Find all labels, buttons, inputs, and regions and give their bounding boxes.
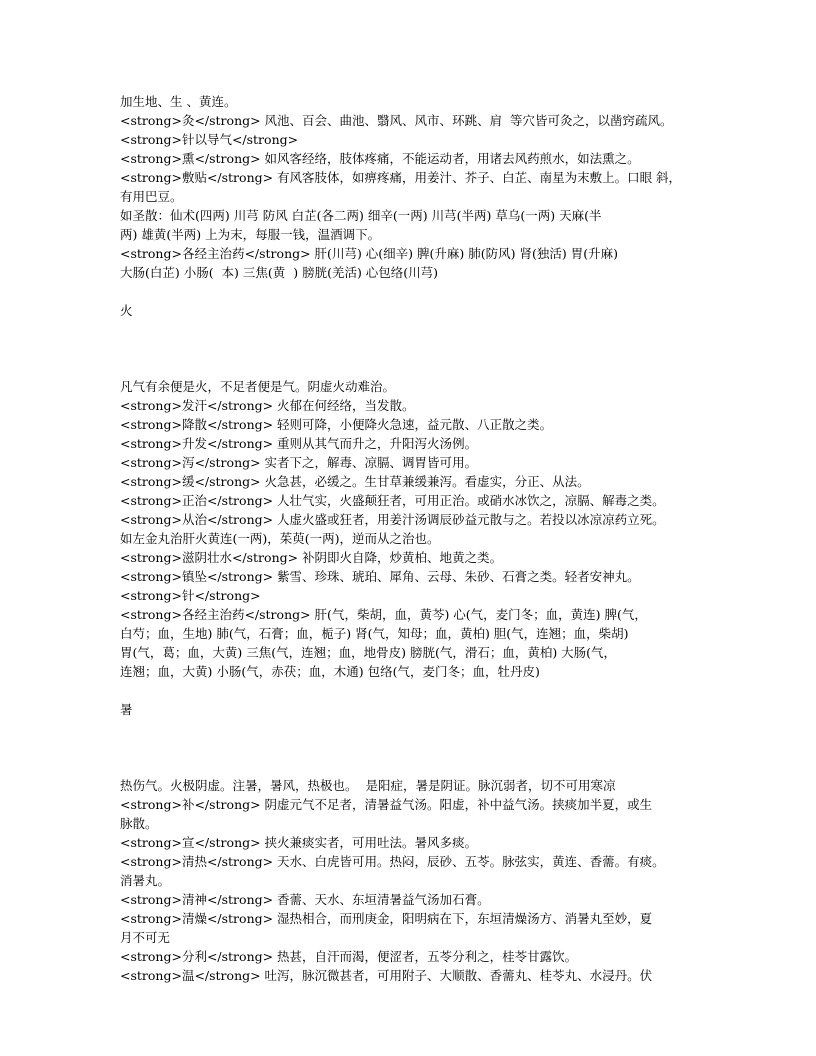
text-line: <strong>升发</strong> 重则从其气而升之，升阳泻火汤例。 [120,436,478,451]
text-line: 白芍；血，生地) 肺(气，石膏；血，栀子) 肾(气，知母；血，黄柏) 胆(气，连翘；血，柴胡) [120,626,629,641]
text-line: 消暑丸。 [120,873,171,888]
text-line: 两) 雄黄(半两) 上为末，每服一钱，温酒调下。 [120,227,381,242]
text-line: 脉散。 [120,816,158,831]
text-line: <strong>敷贴</strong> 有风客肢体，如痹疼痛，用姜汁、芥子、白芷、南星为末敷上。口眼 斜， [120,170,682,185]
text-line: <strong>从治</strong> 人虚火盛或狂者，用姜汁汤调辰砂益元散与之。若投以冰凉凉药立死。 [120,512,665,527]
text-line: 加生地、生 、黄连。 [120,94,237,109]
text-line: <strong>滋阴壮水</strong> 补阴即火自降，炒黄柏、地黄之类。 [120,550,503,565]
text-line: 如左金丸治肝火黄连(一两)，茱萸(一两)，逆而从之治也。 [120,531,440,546]
text-line: <strong>缓</strong> 火急甚，必缓之。生甘草兼缓兼泻。看虚实，分正、从法。 [120,474,590,489]
text-line: 有用巴豆。 [120,189,183,204]
text-line: <strong>补</strong> 阴虚元气不足者，清暑益气汤。阳虚，补中益气汤。挟痰加半夏，或生 [120,797,653,812]
text-line: <strong>清热</strong> 天水、白虎皆可用。热闷，辰砂、五苓。脉弦实，黄连、香薷。有痰。 [120,854,665,869]
text-line: <strong>清燥</strong> 湿热相合，而刑庚金，阳明病在下，东垣清燥汤方、消暑丸至妙，夏 [120,911,653,926]
text-line: <strong>清神</strong> 香薷、天水、东垣清暑益气汤加石膏。 [120,892,490,907]
text-line: 凡气有余便是火，不足者便是气。阴虚火动难治。 [120,379,396,394]
section-summer-heat [120,776,700,985]
section-heading-summer-heat: 暑 [120,702,133,717]
text-line: <strong>针以导气</strong> [120,132,299,147]
text-line: <strong>各经主治药</strong> 肝(气，柴胡，血，黄芩) 心(气，麦门冬；血，黄连) 脾(气， [120,607,647,622]
text-line: 热伤气。火极阴虚。注暑，暑风，热极也。 是阳症，暑是阴证。脉沉弱者，切不可用寒凉 [120,778,616,793]
text-line: 胃(气，葛；血，大黄) 三焦(气，连翘；血，地骨皮) 膀胱(气，滑石；血，黄柏) 大肠(气， [120,645,617,660]
text-line: <strong>正治</strong> 人壮气实，火盛颠狂者，可用正治。或硝水冰饮之，凉膈、解毒之类。 [120,493,665,508]
text-line: <strong>熏</strong> 如风客经络，肢体疼痛，不能运动者，用诸去风药煎水，如法熏之。 [120,151,640,166]
text-line: <strong>温</strong> 吐泻，脉沉微甚者，可用附子、大顺散、香薷丸、桂苓丸、水浸丹。伏 [120,968,653,983]
document-page [120,92,700,985]
text-line: <strong>分利</strong> 热甚，自汗而渴，便涩者，五苓分利之，桂苓甘露饮。 [120,949,578,964]
text-line: <strong>降散</strong> 轻则可降，小便降火急速，益元散、八正散之类。 [120,417,553,432]
text-line: <strong>灸</strong> 风池、百会、曲池、翳风、风市、环跳、肩 等穴皆可灸之，以凿窍疏风。 [120,113,673,128]
text-line: <strong>泻</strong> 实者下之，解毒、凉膈、调胃皆可用。 [120,455,478,470]
text-line: <strong>宣</strong> 挟火兼痰实者，可用吐法。暑风多痰。 [120,835,478,850]
text-line: <strong>发汗</strong> 火郁在何经络，当发散。 [120,398,415,413]
text-line: 月不可无 [120,930,171,945]
text-line: <strong>各经主治药</strong> 肝(川芎) 心(细辛) 脾(升麻) 肺(防风) 肾(独活) 胃(升麻) [120,246,618,261]
section-fire [120,377,700,681]
text-line: <strong>镇坠</strong> 紫雪、珍珠、琥珀、犀角、云母、朱砂、石膏之类。轻者安神丸。 [120,569,640,584]
text-line: 大肠(白芷) 小肠( 本) 三焦(黄 ) 膀胱(羌活) 心包络(川芎) [120,265,439,280]
text-line: 如圣散：仙术(四两) 川芎 防风 白芷(各二两) 细辛(一两) 川芎(半两) 草乌(一两) 天麻(半 [120,208,602,223]
section-wind-tail [120,92,700,282]
section-heading-fire: 火 [120,303,133,318]
text-line: <strong>针</strong> [120,588,261,603]
text-line: 连翘；血，大黄) 小肠(气，赤茯；血，木通) 包络(气，麦门冬；血，牡丹皮) [120,664,540,679]
